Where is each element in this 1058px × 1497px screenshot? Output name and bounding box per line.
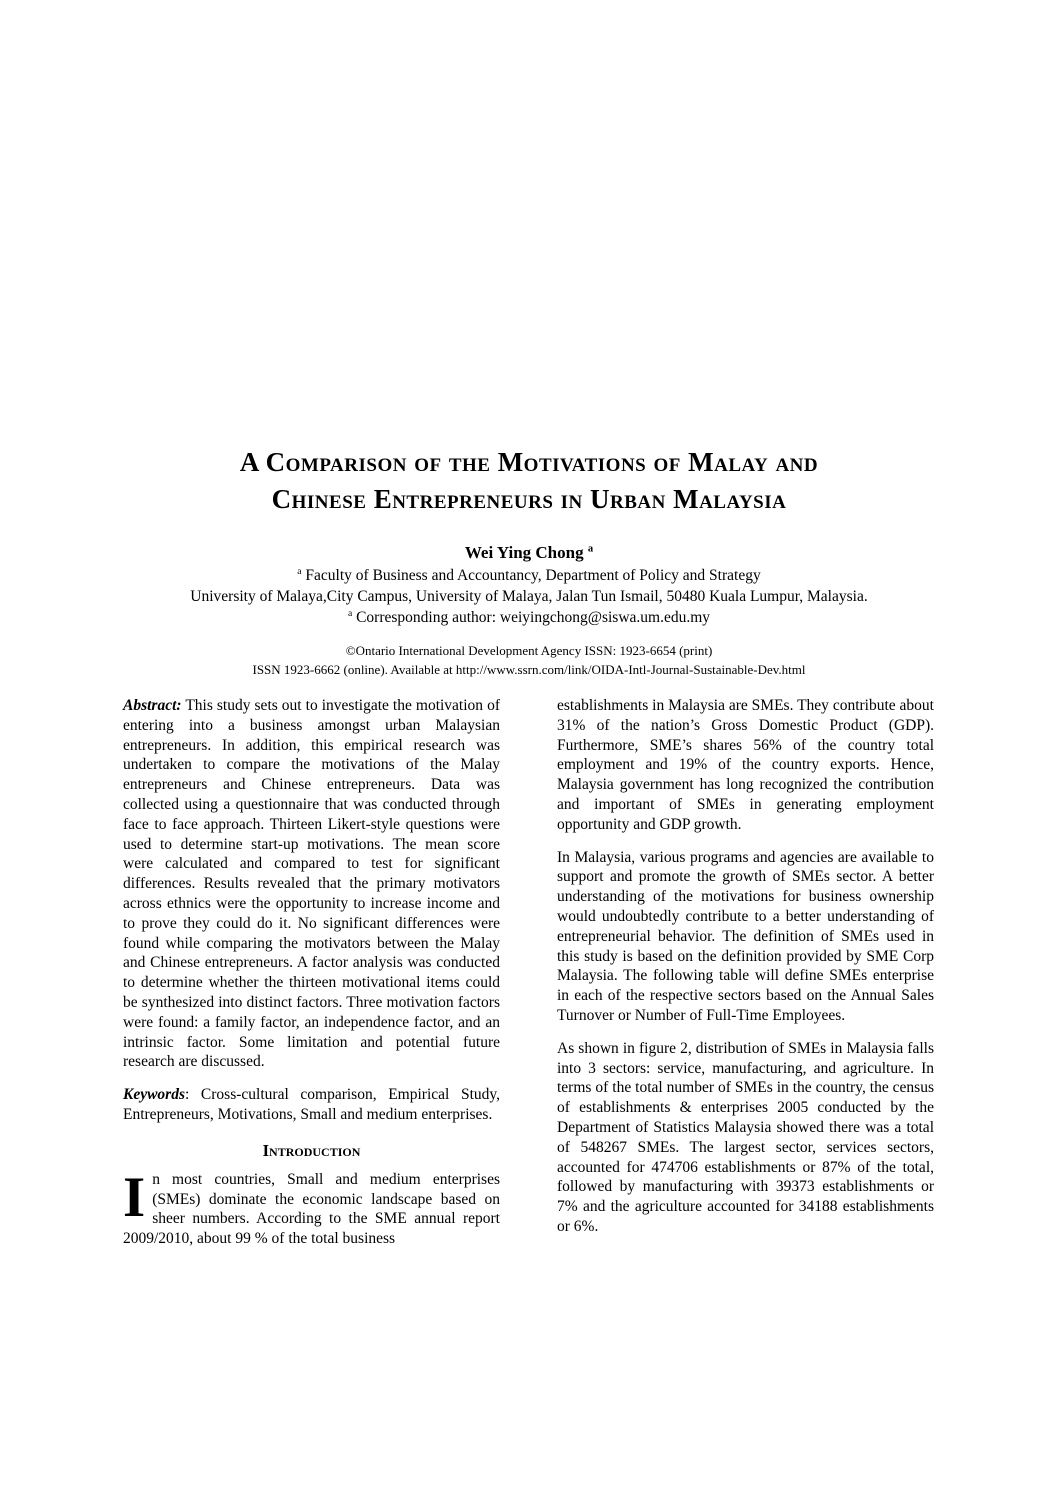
author-affiliation-marker: a — [587, 543, 594, 555]
publisher-issn-online-line: ISSN 1923-6662 (online). Available at http://www.ssrn.com/link/OIDA-Intl-Journal-Sustainable-Dev.html — [252, 662, 806, 677]
publisher-issn-print-line: ©Ontario International Development Agency ISSN: 1923-6654 (print) — [345, 643, 713, 658]
paper-title — [123, 444, 935, 518]
two-column-body — [123, 696, 935, 1262]
paper-title-line-1: A Comparison of the Motivations of Malay and — [239, 447, 819, 477]
keywords-label: Keywords — [123, 1086, 185, 1104]
abstract-text: This study sets out to investigate the motivation of entering into a business amongst urban Malaysian entrepreneurs. In addition, this empirical research was undertaken to compare the motivations of the Malay entrepreneurs and Chinese entrepreneurs. Data was collected using a questionnaire that was conducted through face to face approach. Thirteen Likert-style questions were used to determine start-up motivations. The mean score were calculated and compared to test for significant differences. Results revealed that the primary motivators across ethnics were the opportunity to increase income and to prove they could do it. No significant differences were found while comparing the motivators between the Malay and Chinese entrepreneurs. A factor analysis was conducted to determine whether the thirteen motivational items could be synthesized into distinct factors. Three motivation factors were found: a family factor, an independence factor, and an intrinsic factor. Some limitation and potential future research are discussed. — [123, 697, 500, 1071]
affiliation-text-1: Faculty of Business and Accountancy, Department of Policy and Strategy — [301, 567, 761, 584]
keywords-paragraph — [123, 1085, 500, 1125]
introduction-text: n most countries, Small and medium enterprises (SMEs) dominate the economic landscape based on sheer numbers. According to the SME annual report 2009/2010, about 99 % of the total business — [123, 1170, 500, 1248]
publisher-info — [123, 641, 935, 679]
keywords-text: : Cross-cultural comparison, Empirical Study, Entrepreneurs, Motivations, Small and medium enterprises. — [123, 1086, 500, 1123]
affiliation-marker-3: a — [347, 607, 353, 619]
right-column — [557, 696, 934, 1262]
drop-cap: I — [123, 1165, 146, 1229]
body-paragraph-3: As shown in figure 2, distribution of SMEs in Malaysia falls into 3 sectors: service, manufacturing, and agriculture. In terms of the total number of SMEs in the country, the census of establishments & enterprises 2005 conducted by the Department of Statistics Malaysia showed there was a total of 548267 SMEs. The largest sector, services sectors, accounted for 474706 establishments or 87% of the total, followed by manufacturing with 39373 establishments or 7% and the agriculture accounted for 34188 establishments or 6%. — [557, 1039, 934, 1235]
author-name — [123, 542, 935, 564]
affiliation-line-1 — [123, 565, 935, 586]
abstract-paragraph — [123, 696, 500, 1072]
body-paragraph-1: establishments in Malaysia are SMEs. They contribute about 31% of the nation’s Gross Domestic Product (GDP). Furthermore, SME’s shares 56% of the country total employment and 19% of the country exports. Hence, Malaysia government has long recognized the contribution and important of SMEs in generating employment opportunity and GDP growth. — [557, 697, 934, 833]
introduction-paragraph — [123, 1165, 500, 1249]
paper-title-line-2: Chinese Entrepreneurs in Urban Malaysia — [271, 484, 787, 514]
introduction-heading: Introduction — [262, 1140, 361, 1160]
corresponding-author-text: Corresponding author: weiyingchong@siswa.um.edu.my — [352, 609, 711, 626]
author-name-text: Wei Ying Chong — [464, 543, 588, 562]
body-paragraph-2: In Malaysia, various programs and agencies are available to support and promote the growth of SMEs sector. A better understanding of the motivations for business ownership would undoubtedly contribute to a better understanding of entrepreneurial behavior. The definition of SMEs used in this study is based on the definition provided by SME Corp Malaysia. The following table will define SMEs enterprise in each of the respective sectors based on the Annual Sales Turnover or Number of Full-Time Employees. — [557, 848, 934, 1024]
affiliation-line-2: University of Malaya,City Campus, University of Malaya, Jalan Tun Ismail, 50480 Kuala Lumpur, Malaysia. — [190, 588, 868, 605]
abstract-label: Abstract: — [123, 697, 182, 714]
corresponding-author-line — [123, 607, 935, 628]
left-column — [123, 696, 500, 1262]
affiliation-marker-1: a — [297, 565, 302, 577]
page-content — [123, 444, 935, 1262]
